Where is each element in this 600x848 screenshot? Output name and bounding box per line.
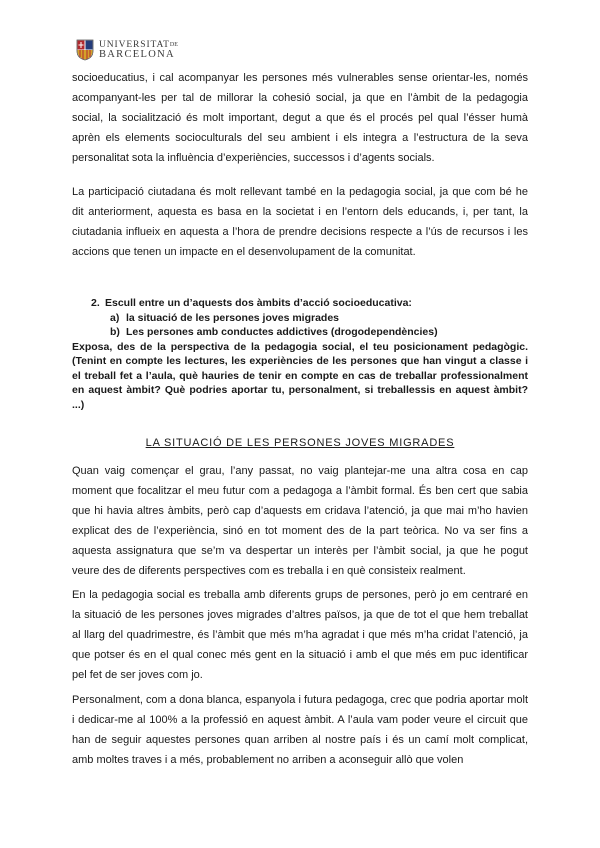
- paragraph-intro-experience: Quan vaig començar el grau, l’any passat, no vaig plantejar-me una altra cosa en cap moment que focalitzar el meu futur com a pedagoga a l’àmbit formal. És ben cert que sabia que hi havia altres àmbits, però cap d’aquests em cridava l’atenció, ja que mai m’ho havien explicat des de l’experiència, sinó en tot moment des de la part teòrica. No va ser fins a aquesta assignatura que se’m va despertar un interès per l’àmbit social, ja que he pogut veure des de diferents perspectives com es treballa i en què consisteix realment.: [72, 465, 528, 577]
- question-prompt: Exposa, des de la perspectiva de la pedagogia social, el teu posicionament pedagògic. (Tenint en compte les lectures, les experiències de les persones que han vingut a classe i el treball fet a l’aula, què hauries de tenir en compte en cas de treballar professionalment en aquest àmbit? Què podries aportar tu, personalment, si treballessis en aquest àmbit? ...): [72, 340, 528, 411]
- question-heading: [91, 296, 528, 311]
- section-title: LA SITUACIÓ DE LES PERSONES JOVES MIGRADES: [145, 437, 455, 449]
- paragraph-citizen-participation: La participació ciutadana és molt rellevant també en la pedagogia social, ja que com bé he dit anteriorment, aquesta es basa en la societat i en l’entorn dels educands, i, per tant, la ciutadania influeix en aquesta a l’hora de prendre decisions respecte a l’ús de recursos i les accions que tenen un impacte en el desenvolupament de la comunitat.: [72, 186, 528, 258]
- logo-university-word: UNIVERSITATDE: [99, 40, 178, 50]
- question-option-b: [110, 325, 528, 340]
- question-heading-text: Escull entre un d’aquests dos àmbits d’acció socioeducativa:: [105, 297, 412, 309]
- option-text: la situació de les persones joves migrades: [126, 311, 340, 324]
- university-crest-icon: [76, 39, 94, 61]
- question-number: 2.: [91, 297, 100, 309]
- paragraph-social-pedagogy-groups: En la pedagogia social es treballa amb diferents grups de persones, però jo em centraré en la situació de les persones joves migrades d’altres països, ja que de tot el que hem treballat al llarg del quadrimestre, és l’àmbit que més m’ha agradat i que més m’ha cridat l’atenció, ja que potser és en el qual conec més gent en la situació i amb el que més em puc identificar pel fet de ser joves com jo.: [72, 589, 528, 681]
- paragraph-personal-contribution: Personalment, com a dona blanca, espanyola i futura pedagoga, crec que podria aportar molt i dedicar-me al 100% a la professió en aquest àmbit. A l’aula vam poder veure el circuit que han de seguir aquestes persones quan arriben al nostre país i és un camí molt complicat, amb moltes traves i a més, probablement no arriben a aconseguir allò que volen: [72, 694, 528, 766]
- option-letter: a): [110, 311, 120, 324]
- option-text: Les persones amb conductes addictives (drogodependències): [126, 326, 438, 338]
- option-letter: b): [110, 326, 120, 338]
- logo-barcelona-word: BARCELONA: [99, 49, 175, 60]
- paragraph-socialization: socioeducatius, i cal acompanyar les persones més vulnerables sense orientar-les, només acompanyant-les per tal de millorar la cohesió social, ja que en l’àmbit de la pedagogia social, la socialització és molt important, degut a que és el procés pel qual l’ésser humà aprèn els elements socioculturals del seu ambient i els integra a l’estructura de la seva personalitat sota la influència d’experiències, successos i d’agents socials.: [72, 72, 528, 164]
- question-option-a: [110, 311, 528, 326]
- question-block: [72, 296, 528, 412]
- university-logo: [76, 38, 178, 62]
